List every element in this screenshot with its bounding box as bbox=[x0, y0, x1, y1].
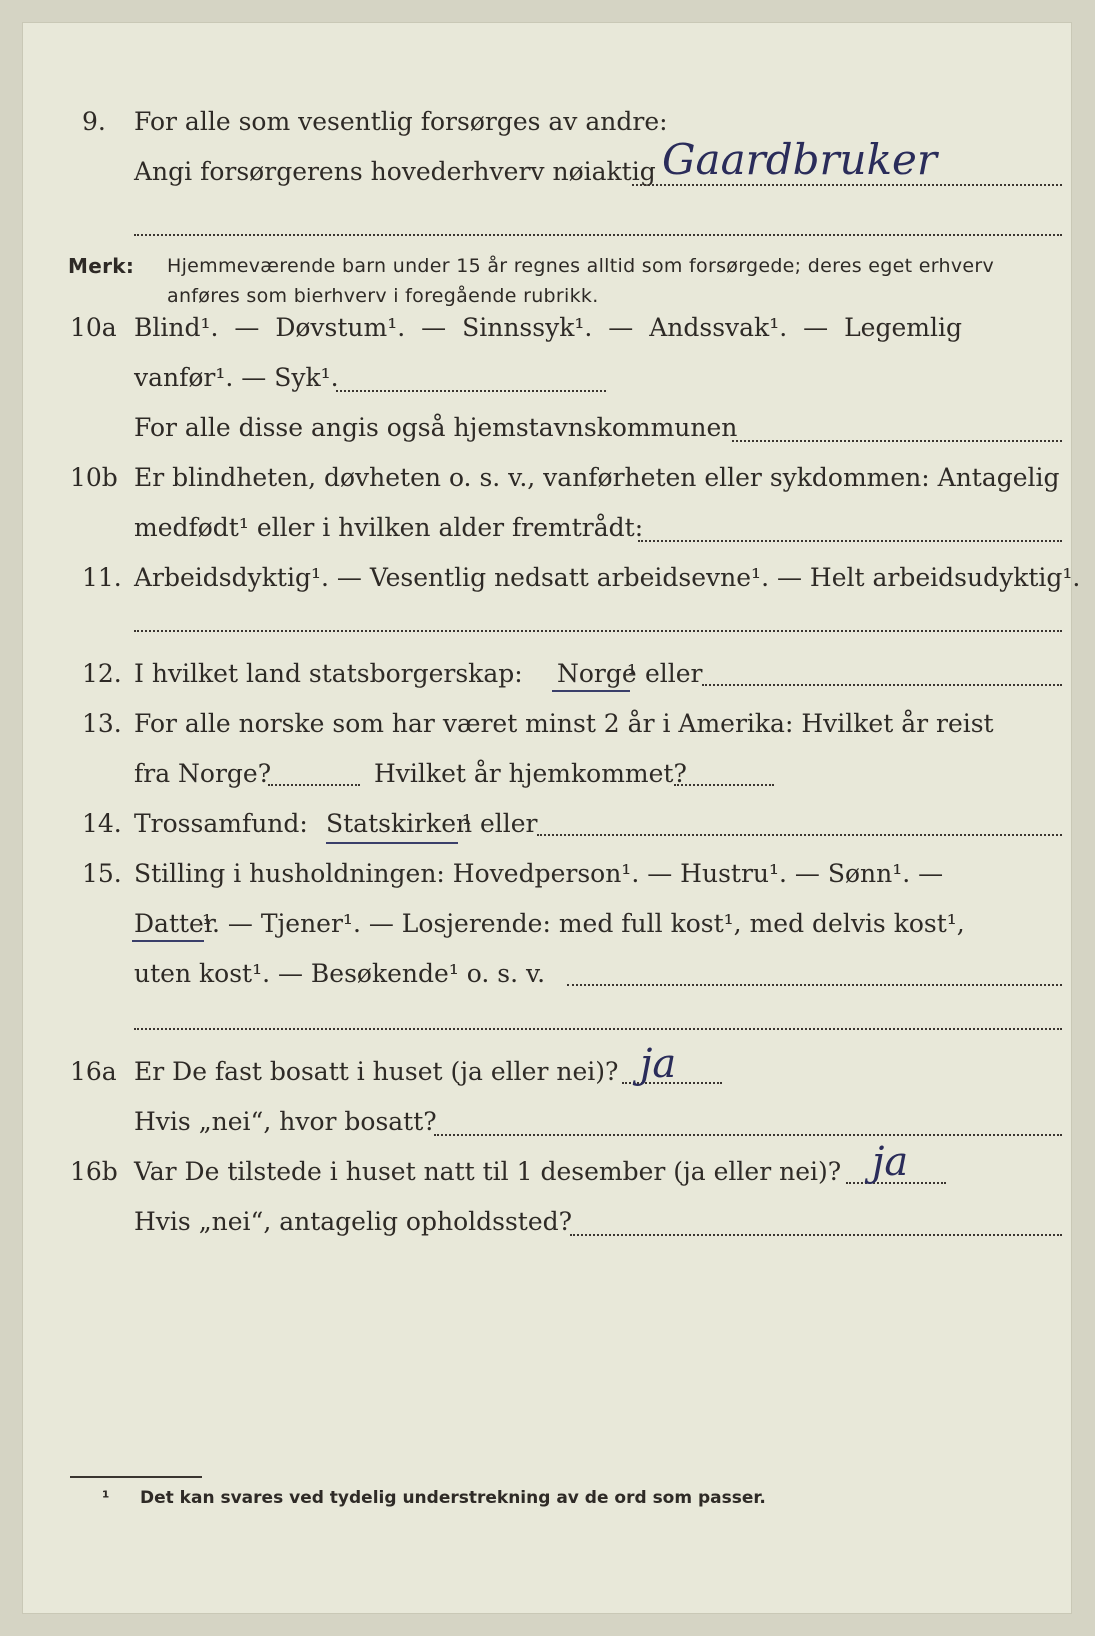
q9-prompt: Angi forsørgerens hovederhverv nøiaktig bbox=[134, 157, 656, 186]
q12-answer-line bbox=[702, 684, 1062, 686]
merk-text2: anføres som bierhverv i foregående rubrikk. bbox=[167, 285, 599, 307]
q9-extra-line bbox=[134, 234, 1062, 236]
q16a-handwritten-answer: ja bbox=[640, 1041, 677, 1087]
q14-statskirken: Statskirken bbox=[326, 809, 473, 838]
q13-reist-line bbox=[268, 784, 360, 786]
q14-prompt: Trossamfund: bbox=[134, 809, 308, 838]
q13-reist-prompt: fra Norge? bbox=[134, 759, 272, 788]
q11-options: Arbeidsdyktig¹. — Vesentlig nedsatt arbeidsevne¹. — Helt arbeidsudyktig¹. bbox=[134, 563, 1081, 592]
q16a-question: Er De fast bosatt i huset (ja eller nei)? bbox=[134, 1057, 619, 1086]
q12-eller: ¹ eller bbox=[627, 659, 703, 688]
q13-hjemkommet-line bbox=[674, 784, 774, 786]
q16a-number: 16a bbox=[70, 1057, 117, 1086]
q16b-handwritten-answer: ja bbox=[872, 1139, 909, 1185]
q10a-options2: vanfør¹. — Syk¹. bbox=[134, 363, 339, 392]
q10a-syk-line bbox=[336, 390, 606, 392]
q12-norge: Norge bbox=[557, 659, 637, 688]
q10a-kommune-prompt: For alle disse angis også hjemstavnskommunen bbox=[134, 413, 738, 442]
merk-text1: Hjemmeværende barn under 15 år regnes alltid som forsørgede; deres eget erhverv bbox=[167, 255, 995, 277]
q16b-question: Var De tilstede i huset natt til 1 desember (ja eller nei)? bbox=[134, 1157, 842, 1186]
q9-answer-line bbox=[632, 184, 1062, 186]
q10a-kommune-line bbox=[732, 440, 1062, 442]
q16a-bosatt-prompt: Hvis „nei“, hvor bosatt? bbox=[134, 1107, 437, 1136]
q10a-options: Blind¹. — Døvstum¹. — Sinnssyk¹. — Andssvak¹. — Legemlig bbox=[134, 313, 962, 342]
q13-number: 13. bbox=[82, 709, 122, 738]
q14-statskirken-underline bbox=[326, 842, 458, 844]
q9-question: For alle som vesentlig forsørges av andre: bbox=[134, 107, 668, 136]
q15-datter-underline bbox=[132, 940, 204, 942]
q10b-answer-line bbox=[638, 540, 1062, 542]
q14-number: 14. bbox=[82, 809, 122, 838]
q10a-number: 10a bbox=[70, 313, 117, 342]
q16b-opholdssted-prompt: Hvis „nei“, antagelig opholdssted? bbox=[134, 1207, 573, 1236]
q15-options3: uten kost¹. — Besøkende¹ o. s. v. bbox=[134, 959, 546, 988]
q10b-question2: medfødt¹ eller i hvilken alder fremtrådt: bbox=[134, 513, 644, 542]
q16b-number: 16b bbox=[70, 1157, 118, 1186]
q13-question: For alle norske som har været minst 2 år i Amerika: Hvilket år reist bbox=[134, 709, 994, 738]
q10b-question: Er blindheten, døvheten o. s. v., vanførheten eller sykdommen: Antagelig bbox=[134, 463, 1060, 492]
q12-prompt: I hvilket land statsborgerskap: bbox=[134, 659, 523, 688]
q9-handwritten-answer: Gaardbruker bbox=[662, 135, 937, 184]
q13-hjemkommet-prompt: Hvilket år hjemkommet? bbox=[374, 759, 687, 788]
q14-eller: ¹ eller bbox=[462, 809, 538, 838]
q15-options1: Stilling i husholdningen: Hovedperson¹. — Hustru¹. — Sønn¹. — bbox=[134, 859, 944, 888]
footnote-text: Det kan svares ved tydelig understrekning av de ord som passer. bbox=[140, 1488, 766, 1508]
q12-norge-underline bbox=[552, 690, 630, 692]
q15-answer-line bbox=[567, 984, 1062, 986]
q15-extra-line bbox=[134, 1028, 1062, 1030]
merk-label: Merk: bbox=[68, 254, 135, 278]
q15-options2: ¹. — Tjener¹. — Losjerende: med full kost¹, med delvis kost¹, bbox=[202, 909, 965, 938]
q11-extra-line bbox=[134, 630, 1062, 632]
q16b-opholdssted-line bbox=[570, 1234, 1062, 1236]
q10b-number: 10b bbox=[70, 463, 118, 492]
q15-datter: Datter bbox=[134, 909, 216, 938]
q9-number: 9. bbox=[82, 107, 106, 136]
footnote-rule bbox=[70, 1476, 202, 1478]
census-form-page bbox=[22, 22, 1081, 1614]
footnote-mark: ¹ bbox=[102, 1488, 110, 1508]
q11-number: 11. bbox=[82, 563, 122, 592]
q15-number: 15. bbox=[82, 859, 122, 888]
q14-answer-line bbox=[537, 834, 1062, 836]
q16a-bosatt-line bbox=[434, 1134, 1062, 1136]
q12-number: 12. bbox=[82, 659, 122, 688]
